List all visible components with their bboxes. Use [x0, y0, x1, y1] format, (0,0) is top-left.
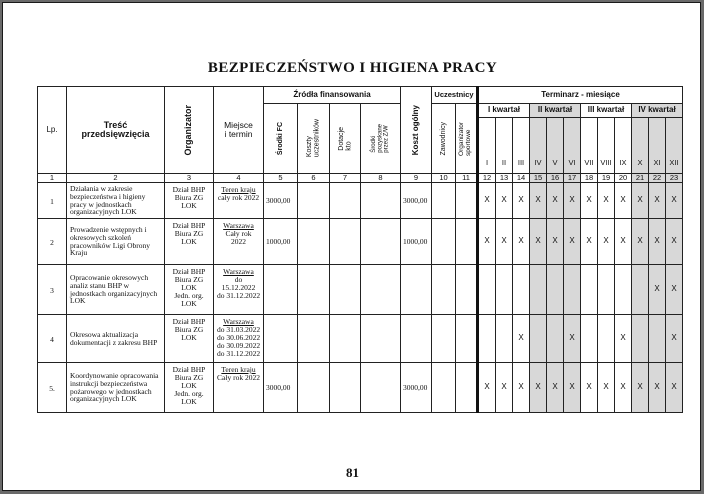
header-zawodnicy: Zawodnicy — [439, 121, 447, 156]
month-cell: X — [513, 183, 530, 219]
column-number: 6 — [298, 174, 330, 183]
header-organizator: Organizator — [183, 104, 194, 156]
month-cell: X — [564, 315, 581, 363]
table-row — [38, 363, 683, 413]
month-cell: X — [564, 363, 581, 413]
column-number: 16 — [547, 174, 564, 183]
row-koszty — [298, 265, 330, 315]
column-number: 8 — [361, 174, 401, 183]
table-row — [38, 219, 683, 265]
month-cell: X — [513, 363, 530, 413]
month-cell: X — [632, 183, 649, 219]
row-srodki-fc: 3000,00 — [264, 183, 298, 219]
month-header: VI — [564, 118, 581, 174]
table-row — [38, 315, 683, 363]
row-koszty — [298, 315, 330, 363]
month-cell — [513, 265, 530, 315]
column-number: 23 — [666, 174, 683, 183]
month-cell: X — [530, 219, 547, 265]
month-cell: X — [564, 219, 581, 265]
row-miejsce-place: Warszawa — [223, 267, 254, 276]
row-tresc: Okresowa aktualizacja dokumentacji z zakresu BHP — [67, 315, 165, 363]
row-koszt-ogolny: 3000,00 — [401, 363, 432, 413]
row-organizator: Dział BHP Biura ZG LOK — [165, 183, 214, 219]
row-organizator-sportowe — [456, 363, 478, 413]
row-srodki-fc: 1000,00 — [264, 219, 298, 265]
month-cell: X — [478, 219, 496, 265]
header-q2: II kwartał — [530, 104, 581, 118]
month-cell: X — [615, 363, 632, 413]
month-header: VII — [581, 118, 598, 174]
row-srodki-zw — [361, 363, 401, 413]
month-cell — [530, 265, 547, 315]
header-koszt-ogolny: Koszt ogólny — [410, 104, 420, 156]
month-cell: X — [632, 363, 649, 413]
row-miejsce-term: Cały rok 2022 — [217, 372, 260, 382]
month-cell: X — [666, 183, 683, 219]
column-number: 7 — [330, 174, 361, 183]
column-number: 1 — [38, 174, 67, 183]
column-number: 9 — [401, 174, 432, 183]
page-title: BEZPIECZEŃSTWO I HIGIENA PRACY — [207, 60, 498, 76]
column-number: 4 — [214, 174, 264, 183]
row-organizator: Dział BHP Biura ZG LOK — [165, 219, 214, 265]
month-cell: X — [666, 219, 683, 265]
row-miejsce-place: Warszawa — [223, 221, 254, 230]
row-miejsce — [214, 219, 264, 265]
month-header: V — [547, 118, 564, 174]
header-zrodla: Źródła finansowania — [264, 87, 401, 104]
header-q4: IV kwartał — [632, 104, 683, 118]
month-cell: X — [547, 183, 564, 219]
header-lp: Lp. — [38, 87, 67, 174]
month-cell: X — [598, 363, 615, 413]
month-cell: X — [513, 219, 530, 265]
row-miejsce-place: Teren kraju — [221, 365, 256, 374]
month-cell: X — [496, 183, 513, 219]
row-dotacje — [330, 363, 361, 413]
column-number: 17 — [564, 174, 581, 183]
header-srodki-fc: Środki FC — [276, 121, 284, 156]
month-cell — [581, 265, 598, 315]
month-cell: X — [615, 219, 632, 265]
month-cell: X — [615, 183, 632, 219]
month-cell — [496, 315, 513, 363]
month-cell: X — [513, 315, 530, 363]
month-header: XI — [649, 118, 666, 174]
row-koszty — [298, 363, 330, 413]
month-cell — [615, 265, 632, 315]
month-header: I — [478, 118, 496, 174]
page-number: 81 — [346, 465, 359, 480]
month-cell: X — [649, 363, 666, 413]
row-srodki-fc: 3000,00 — [264, 363, 298, 413]
month-cell: X — [530, 183, 547, 219]
month-cell: X — [666, 265, 683, 315]
column-number: 10 — [432, 174, 456, 183]
header-terminarz: Terminarz - miesiące — [478, 87, 683, 104]
header-uczestnicy: Uczestnicy — [432, 87, 478, 104]
row-dotacje — [330, 315, 361, 363]
month-cell: X — [478, 363, 496, 413]
row-miejsce-term: do 15.12.2022 do 31.12.2022 — [216, 274, 261, 300]
plan-table — [37, 86, 683, 413]
month-cell: X — [530, 363, 547, 413]
month-cell — [632, 315, 649, 363]
row-organizator-sportowe — [456, 183, 478, 219]
column-number: 2 — [67, 174, 165, 183]
table-row — [38, 183, 683, 219]
month-cell — [496, 265, 513, 315]
row-tresc: Prowadzenie wstępnych i okresowych szkoleń pracowników Ligi Obrony Kraju — [67, 219, 165, 265]
row-organizator-sportowe — [456, 265, 478, 315]
month-cell: X — [496, 219, 513, 265]
month-header: IV — [530, 118, 547, 174]
month-header: II — [496, 118, 513, 174]
column-number: 12 — [478, 174, 496, 183]
month-cell: X — [564, 183, 581, 219]
month-cell: X — [598, 219, 615, 265]
row-srodki-zw — [361, 265, 401, 315]
row-lp: 2 — [38, 219, 67, 265]
month-cell: X — [496, 363, 513, 413]
column-number: 19 — [598, 174, 615, 183]
month-cell — [598, 265, 615, 315]
row-srodki-fc — [264, 315, 298, 363]
month-cell: X — [649, 183, 666, 219]
column-number: 5 — [264, 174, 298, 183]
row-organizator: Dział BHP Biura ZG LOK Jedn. org. LOK — [165, 265, 214, 315]
row-miejsce — [214, 183, 264, 219]
row-organizator-sportowe — [456, 315, 478, 363]
month-cell — [649, 315, 666, 363]
row-lp: 4 — [38, 315, 67, 363]
header-q1: I kwartał — [478, 104, 530, 118]
row-tresc: Działania w zakresie bezpieczeństwa i higieny pracy w jednostkach organizacyjnych LOK — [67, 183, 165, 219]
month-header: X — [632, 118, 649, 174]
month-cell — [530, 315, 547, 363]
column-number: 14 — [513, 174, 530, 183]
month-cell: X — [649, 219, 666, 265]
row-miejsce-place: Teren kraju — [221, 185, 256, 194]
row-koszty — [298, 183, 330, 219]
header-tresc: Treść przedsięwzięcia — [67, 87, 165, 174]
month-cell — [581, 315, 598, 363]
month-cell: X — [632, 219, 649, 265]
row-miejsce-term: cały rok 2022 — [217, 192, 260, 202]
column-number: 11 — [456, 174, 478, 183]
row-dotacje — [330, 265, 361, 315]
column-number: 20 — [615, 174, 632, 183]
header-dotacje: Dotacje kto — [337, 126, 352, 151]
row-organizator: Dział BHP Biura ZG LOK — [165, 315, 214, 363]
row-koszt-ogolny — [401, 265, 432, 315]
row-srodki-zw — [361, 183, 401, 219]
month-cell: X — [581, 183, 598, 219]
month-cell: X — [547, 219, 564, 265]
month-cell: X — [615, 315, 632, 363]
column-number: 21 — [632, 174, 649, 183]
document-page — [2, 2, 701, 491]
row-tresc: Koordynowanie opracowania instrukcji bezpieczeństwa pożarowego w jednostkach organizacyjnych LOK — [67, 363, 165, 413]
row-koszt-ogolny — [401, 315, 432, 363]
month-cell — [564, 265, 581, 315]
month-cell — [632, 265, 649, 315]
column-number: 3 — [165, 174, 214, 183]
table-row — [38, 265, 683, 315]
row-miejsce-term: Cały rok 2022 — [225, 228, 252, 246]
month-cell: X — [649, 265, 666, 315]
month-cell — [598, 315, 615, 363]
month-cell: X — [598, 183, 615, 219]
row-zawodnicy — [432, 265, 456, 315]
month-cell: X — [478, 183, 496, 219]
row-zawodnicy — [432, 315, 456, 363]
month-header: XII — [666, 118, 683, 174]
row-zawodnicy — [432, 219, 456, 265]
month-cell: X — [581, 219, 598, 265]
row-miejsce — [214, 315, 264, 363]
row-srodki-fc — [264, 265, 298, 315]
month-header: VIII — [598, 118, 615, 174]
column-number: 18 — [581, 174, 598, 183]
month-header: IX — [615, 118, 632, 174]
month-cell — [547, 265, 564, 315]
header-miejsce: Miejsce i termin — [214, 87, 264, 174]
header-srodki-zw: Środki pozyskane przez Z/W — [371, 124, 390, 153]
month-cell — [478, 315, 496, 363]
row-organizator-sportowe — [456, 219, 478, 265]
row-lp: 1 — [38, 183, 67, 219]
row-miejsce-term: do 31.03.2022 do 30.06.2022 do 30.09.2022 do 31.12.2022 — [216, 324, 261, 358]
row-lp: 5. — [38, 363, 67, 413]
row-zawodnicy — [432, 363, 456, 413]
row-tresc: Opracowanie okresowych analiz stanu BHP w jednostkach organizacyjnych LOK — [67, 265, 165, 315]
row-miejsce — [214, 363, 264, 413]
column-number: 13 — [496, 174, 513, 183]
month-cell: X — [666, 315, 683, 363]
header-q3: III kwartał — [581, 104, 632, 118]
header-organizator-sportowe: Organizator sportowe — [458, 121, 472, 156]
column-number: 22 — [649, 174, 666, 183]
month-header: III — [513, 118, 530, 174]
month-cell — [547, 315, 564, 363]
header-koszty: Koszty uczestników — [306, 119, 321, 158]
month-cell: X — [581, 363, 598, 413]
row-miejsce-place: Warszawa — [223, 317, 254, 326]
column-number: 15 — [530, 174, 547, 183]
row-dotacje — [330, 183, 361, 219]
row-zawodnicy — [432, 183, 456, 219]
row-srodki-zw — [361, 219, 401, 265]
month-cell — [478, 265, 496, 315]
row-srodki-zw — [361, 315, 401, 363]
month-cell: X — [547, 363, 564, 413]
month-cell: X — [666, 363, 683, 413]
row-koszt-ogolny: 3000,00 — [401, 183, 432, 219]
row-koszt-ogolny: 1000,00 — [401, 219, 432, 265]
row-dotacje — [330, 219, 361, 265]
row-organizator: Dział BHP Biura ZG LOK Jedn. org. LOK — [165, 363, 214, 413]
row-lp: 3 — [38, 265, 67, 315]
row-miejsce — [214, 265, 264, 315]
row-koszty — [298, 219, 330, 265]
